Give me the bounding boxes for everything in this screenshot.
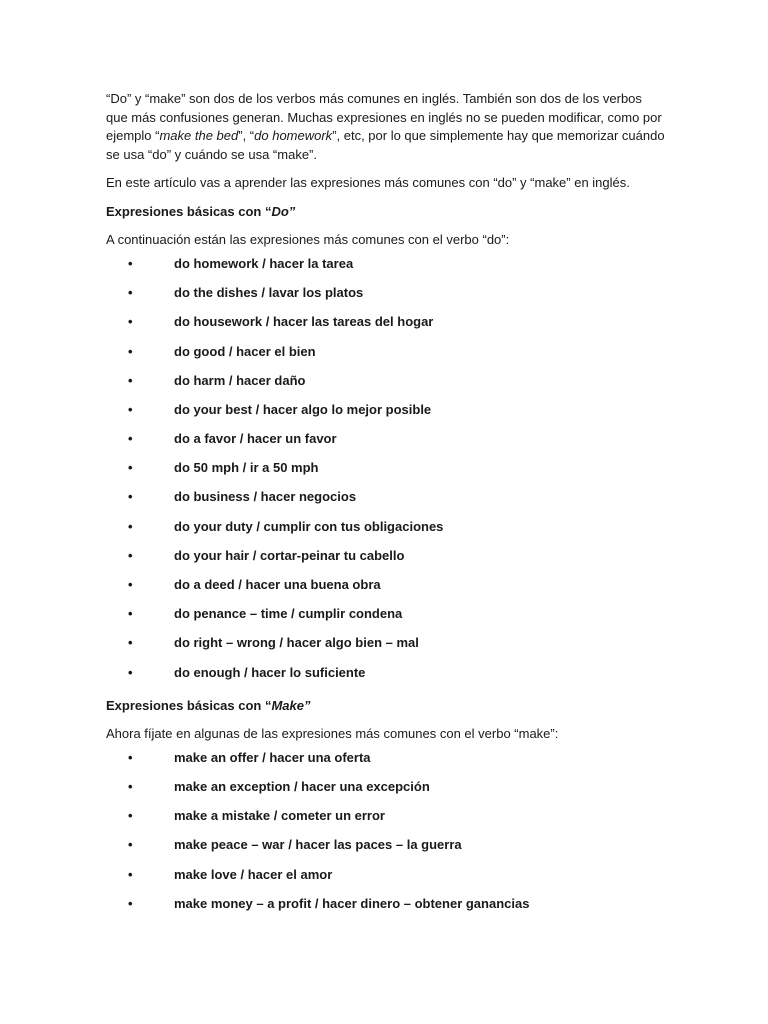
bullet-icon: • bbox=[128, 547, 133, 563]
bullet-icon: • bbox=[128, 778, 133, 794]
bullet-icon: • bbox=[128, 401, 133, 417]
intro-example-make-the-bed: make the bed bbox=[159, 128, 239, 144]
bullet-icon: • bbox=[128, 866, 133, 882]
do-heading-prefix: Expresiones básicas con “ bbox=[106, 203, 272, 219]
bullet-icon: • bbox=[128, 749, 133, 765]
bullet-icon: • bbox=[128, 460, 133, 476]
list-item bbox=[106, 372, 666, 401]
list-item bbox=[106, 255, 666, 284]
intro-text-part2: ”, “ bbox=[238, 128, 255, 144]
list-item-text: do right – wrong / hacer algo bien – mal bbox=[174, 635, 419, 651]
list-item bbox=[106, 807, 666, 836]
list-item bbox=[106, 895, 666, 924]
list-item bbox=[106, 634, 666, 663]
make-section-intro: Ahora fíjate en algunas de las expresiones más comunes con el verbo “make”: bbox=[106, 725, 559, 741]
do-section-heading bbox=[106, 203, 666, 221]
list-item bbox=[106, 778, 666, 807]
intro-paragraph bbox=[106, 90, 666, 164]
make-heading-prefix: Expresiones básicas con “ bbox=[106, 697, 272, 713]
document-page bbox=[106, 90, 666, 928]
intro-text-part1: “Do” y “make” son dos de los verbos más comunes en inglés. También son dos de los verbos que más confusiones generan. Muchas expresiones en inglés no se pueden modificar, como por ejemplo “ bbox=[106, 91, 662, 144]
list-item bbox=[106, 866, 666, 895]
bullet-icon: • bbox=[128, 518, 133, 534]
list-item-text: do enough / hacer lo suficiente bbox=[174, 664, 366, 680]
bullet-icon: • bbox=[128, 895, 133, 911]
list-item bbox=[106, 836, 666, 865]
list-item-text: do your best / hacer algo lo mejor posible bbox=[174, 401, 432, 417]
list-item-text: make peace – war / hacer las paces – la guerra bbox=[174, 837, 462, 853]
list-item bbox=[106, 430, 666, 459]
list-item bbox=[106, 313, 666, 342]
list-item bbox=[106, 488, 666, 517]
bullet-icon: • bbox=[128, 577, 133, 593]
list-item-text: do a favor / hacer un favor bbox=[174, 431, 337, 447]
list-item bbox=[106, 343, 666, 372]
list-item-text: do your hair / cortar-peinar tu cabello bbox=[174, 547, 405, 563]
bullet-icon: • bbox=[128, 664, 133, 680]
list-item-text: make an offer / hacer una oferta bbox=[174, 749, 371, 765]
bullet-icon: • bbox=[128, 285, 133, 301]
bullet-icon: • bbox=[128, 489, 133, 505]
bullet-icon: • bbox=[128, 808, 133, 824]
list-item-text: do your duty / cumplir con tus obligaciones bbox=[174, 518, 444, 534]
make-heading-term: Make” bbox=[271, 697, 311, 713]
list-item bbox=[106, 518, 666, 547]
list-item bbox=[106, 459, 666, 488]
list-item bbox=[106, 401, 666, 430]
list-item bbox=[106, 576, 666, 605]
list-item-text: do homework / hacer la tarea bbox=[174, 255, 354, 271]
bullet-icon: • bbox=[128, 343, 133, 359]
list-item-text: make love / hacer el amor bbox=[174, 866, 333, 882]
list-item bbox=[106, 664, 666, 693]
bullet-icon: • bbox=[128, 255, 133, 271]
intro-example-do-homework: do homework bbox=[254, 128, 333, 144]
bullet-icon: • bbox=[128, 372, 133, 388]
make-expressions-list bbox=[106, 749, 666, 924]
list-item-text: do the dishes / lavar los platos bbox=[174, 285, 364, 301]
list-item-text: make an exception / hacer una excepción bbox=[174, 778, 430, 794]
list-item-text: do penance – time / cumplir condena bbox=[174, 606, 403, 622]
intro-text-part3: ”, etc, por lo que simplemente hay que memorizar cuándo se usa “do” y cuándo se usa “make”. bbox=[106, 128, 665, 162]
list-item-text: make money – a profit / hacer dinero – obtener ganancias bbox=[174, 895, 530, 911]
list-item bbox=[106, 284, 666, 313]
list-item-text: do a deed / hacer una buena obra bbox=[174, 577, 381, 593]
bullet-icon: • bbox=[128, 314, 133, 330]
bullet-icon: • bbox=[128, 837, 133, 853]
list-item-text: make a mistake / cometer un error bbox=[174, 808, 385, 824]
bullet-icon: • bbox=[128, 606, 133, 622]
list-item bbox=[106, 547, 666, 576]
bullet-icon: • bbox=[128, 431, 133, 447]
list-item bbox=[106, 605, 666, 634]
do-section-intro: A continuación están las expresiones más comunes con el verbo “do”: bbox=[106, 231, 510, 247]
list-item-text: do housework / hacer las tareas del hogar bbox=[174, 314, 434, 330]
list-item-text: do 50 mph / ir a 50 mph bbox=[174, 460, 319, 476]
list-item bbox=[106, 749, 666, 778]
do-heading-term: Do” bbox=[271, 203, 296, 219]
list-item-text: do good / hacer el bien bbox=[174, 343, 316, 359]
make-section-heading bbox=[106, 697, 666, 715]
article-paragraph: En este artículo vas a aprender las expresiones más comunes con “do” y “make” en inglés. bbox=[106, 175, 630, 191]
bullet-icon: • bbox=[128, 635, 133, 651]
list-item-text: do business / hacer negocios bbox=[174, 489, 357, 505]
list-item-text: do harm / hacer daño bbox=[174, 372, 306, 388]
do-expressions-list bbox=[106, 255, 666, 693]
